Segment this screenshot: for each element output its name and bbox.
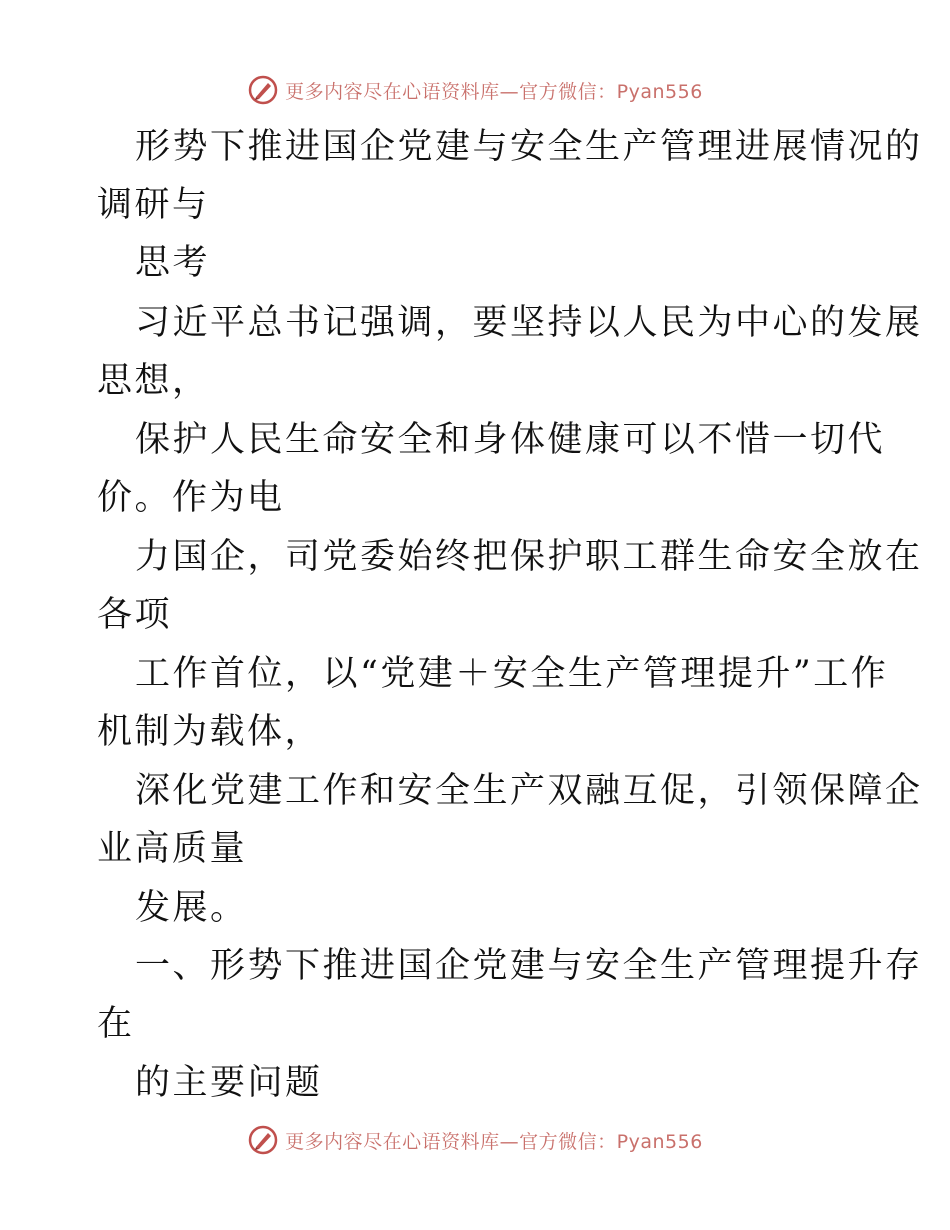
section-heading-line: 在 <box>97 1004 135 1044</box>
header-watermark <box>0 72 950 108</box>
pen-seal-logo-icon <box>247 1124 279 1156</box>
paragraph-line: 发展。 <box>135 888 248 928</box>
section-heading-line: 的主要问题 <box>135 1063 323 1103</box>
footer-watermark <box>0 1122 950 1158</box>
doc-title-line-3: 思考 <box>135 243 211 283</box>
doc-title-line-1: 形势下推进国企党建与安全生产管理进展情况的 <box>135 127 923 167</box>
pen-seal-logo-icon <box>247 74 279 106</box>
paragraph-line: 保护人民生命安全和身体健康可以不惜一切代 <box>135 420 886 460</box>
paragraph-line: 各项 <box>97 595 173 635</box>
paragraph-line: 业高质量 <box>97 829 248 869</box>
paragraph-line: 深化党建工作和安全生产双融互促，引领保障企 <box>135 771 923 811</box>
paragraph-line: 工作首位，以“党建＋安全生产管理提升”工作 <box>135 654 889 694</box>
section-heading-line: 一、形势下推进国企党建与安全生产管理提升存 <box>135 946 923 986</box>
paragraph-line: 思想， <box>97 361 210 401</box>
doc-title-line-2: 调研与 <box>97 185 210 225</box>
header-watermark-text: 更多内容尽在心语资料库—官方微信：Pyan556 <box>285 80 703 103</box>
paragraph-line: 价。作为电 <box>97 478 285 518</box>
footer-watermark-text: 更多内容尽在心语资料库—官方微信：Pyan556 <box>285 1130 703 1153</box>
paragraph-line: 习近平总书记强调，要坚持以人民为中心的发展 <box>135 303 923 343</box>
paragraph-line: 力国企，司党委始终把保护职工群生命安全放在 <box>135 537 923 577</box>
paragraph-line: 机制为载体， <box>97 712 323 752</box>
